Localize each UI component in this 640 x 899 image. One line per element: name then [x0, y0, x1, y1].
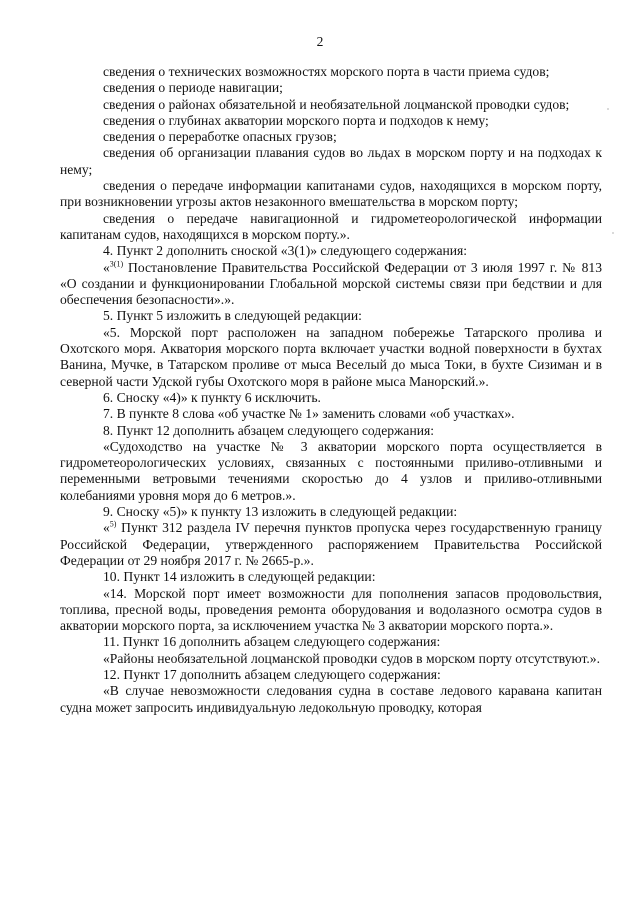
paragraph-navigation-info: сведения о передаче навигационной и гидрометеорологической информации капитанам судов, находящихся в морском порту.». [60, 210, 602, 242]
quote-open: « [103, 259, 110, 275]
paragraph-item-11: 11. Пункт 16 дополнить абзацем следующего содержания: [103, 634, 441, 650]
footnote-marker: 3(1) [109, 259, 124, 269]
paragraph-unlawful-interference: сведения о передаче информации капитанами судов, находящихся в морском порту, при возникновении угрозы актов незаконного вмешательства в морском порту; [60, 178, 602, 210]
paragraph-navigation-conditions: «Судоходство на участке № 3 акватории морского порта осуществляется в гидрометеорологических условиях, связанных с постоянными приливо-отливными и переменными ветровыми течениями скоростью до 4 узлов и приливо-отливными колебаниями уровня моря до 6 метров.». [60, 438, 602, 503]
paragraph-port-location: «5. Морской порт расположен на западном побережье Татарского пролива и Охотского моря. Акватория морского порта включает участки водной поверхности в бухтах Ванина, Мучке, в Татарском проливе от мыса Веселый до мыса Токи, в бухте Сизиман и в северной части Удской губы Охотского моря в районе мыса Манорский.». [60, 324, 602, 389]
paragraph-footnote-3-1 [60, 260, 602, 309]
footnote-text: Пункт 312 раздела IV перечня пунктов пропуска через государственную границу Российской Федерации, утвержденного распоряжением Правительства Российской Федерации от 29 ноября 2017 г. № 2665-р.». [60, 520, 602, 568]
paragraph-port-supplies: «14. Морской порт имеет возможности для пополнения запасов продовольствия, топлива, пресной воды, проведения ремонта оборудования и водолазного осмотра судов в акватории морского порта, за исключением участка № 3 акватории морского порта.». [60, 585, 602, 634]
paragraph-item-10: 10. Пункт 14 изложить в следующей редакции: [103, 569, 376, 585]
paragraph-item-8: 8. Пункт 12 дополнить абзацем следующего содержания: [103, 422, 435, 438]
scan-speck [607, 108, 609, 110]
footnote-marker: 5) [109, 519, 117, 529]
paragraph-optional-pilotage: «Районы необязательной лоцманской проводки судов в морском порту отсутствуют.». [103, 650, 601, 666]
paragraph-item-4: 4. Пункт 2 дополнить сноской «3(1)» следующего содержания: [103, 243, 468, 259]
paragraph-depths: сведения о глубинах акватории морского порта и подходов к нему; [103, 112, 489, 128]
scan-speck [612, 232, 614, 234]
paragraph-item-12: 12. Пункт 17 дополнить абзацем следующего содержания: [103, 666, 441, 682]
paragraph-item-9: 9. Сноску «5)» к пункту 13 изложить в следующей редакции: [103, 504, 458, 520]
paragraph-footnote-5 [60, 520, 602, 569]
quote-open: « [103, 520, 110, 536]
paragraph-navigation-period: сведения о периоде навигации; [103, 80, 283, 96]
paragraph-tech-capabilities: сведения о технических возможностях морского порта в части приема судов; [103, 64, 550, 79]
page-number: 2 [316, 34, 324, 49]
paragraph-pilotage-areas: сведения о районах обязательной и необязательной лоцманской проводки судов; [103, 96, 570, 112]
document-body [60, 64, 602, 716]
footnote-text: Постановление Правительства Российской Федерации от 3 июля 1997 г. № 813 «О создании и функционировании Глобальной морской системы связи при бедствии и для обеспечения безопасности».». [60, 259, 602, 308]
paragraph-item-6: 6. Сноску «4)» к пункту 6 исключить. [103, 389, 321, 405]
paragraph-ice-navigation: сведения об организации плавания судов во льдах в морском порту и на подходах к нему; [60, 145, 602, 177]
paragraph-ice-caravan: «В случае невозможности следования судна в составе ледового каравана капитан судна может запросить индивидуальную ледокольную проводку, которая [60, 683, 602, 715]
paragraph-item-7: 7. В пункте 8 слова «об участке № 1» заменить словами «об участках». [103, 406, 515, 422]
paragraph-dangerous-goods: сведения о переработке опасных грузов; [103, 129, 337, 145]
paragraph-item-5: 5. Пункт 5 изложить в следующей редакции: [103, 308, 362, 324]
